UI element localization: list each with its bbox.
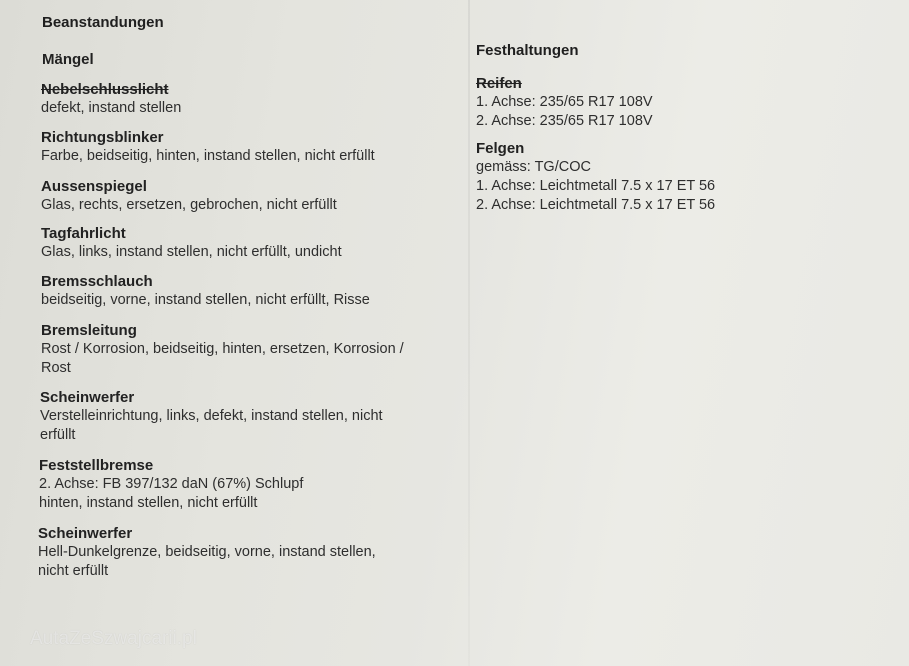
defect-line: hinten, instand stellen, nicht erfüllt <box>39 495 258 511</box>
defect-heading: Nebelschlusslicht <box>41 81 169 98</box>
maengel-section-title: Mängel <box>42 51 94 68</box>
defect-heading: Tagfahrlicht <box>41 225 126 242</box>
reifen-block <box>476 75 653 131</box>
defect-item-bremsleitung <box>41 322 471 378</box>
defect-line: erfüllt <box>40 427 76 443</box>
defect-heading: Bremsleitung <box>41 322 137 339</box>
defect-heading: Scheinwerfer <box>38 525 133 542</box>
defect-item-feststellbremse <box>39 457 469 513</box>
reifen-line: 2. Achse: 235/65 R17 108V <box>476 113 653 129</box>
defect-heading: Aussenspiegel <box>41 178 147 195</box>
defect-line: 2. Achse: FB 397/132 daN (67%) Schlupf <box>39 476 304 492</box>
defect-line: beidseitig, vorne, instand stellen, nicht erfüllt, Risse <box>41 292 370 308</box>
defect-line: Verstelleinrichtung, links, defekt, instand stellen, nicht <box>40 408 383 424</box>
defect-heading: Richtungsblinker <box>41 129 164 146</box>
defect-heading: Feststellbremse <box>39 457 154 474</box>
defect-item-bremsschlauch <box>41 273 471 310</box>
defect-item-richtungsblinker <box>41 129 471 166</box>
defect-item-aussenspiegel <box>41 178 471 215</box>
defect-item-nebelschlusslicht <box>41 81 471 118</box>
felgen-block <box>476 140 715 215</box>
defect-heading: Scheinwerfer <box>40 389 135 406</box>
defect-line: Rost <box>41 360 71 376</box>
defect-item-tagfahrlicht <box>41 225 471 262</box>
defect-line: nicht erfüllt <box>38 563 109 579</box>
defect-line: Rost / Korrosion, beidseitig, hinten, ersetzen, Korrosion / <box>41 341 404 357</box>
felgen-line: gemäss: TG/COC <box>476 159 591 175</box>
watermark: AutaZeSzwajcarii.pl <box>30 628 197 649</box>
reifen-heading: Reifen <box>476 75 522 92</box>
defect-line: Glas, rechts, ersetzen, gebrochen, nicht erfüllt <box>41 197 337 213</box>
defect-line: Hell-Dunkelgrenze, beidseitig, vorne, instand stellen, <box>38 544 376 560</box>
defect-item-scheinwerfer-verstellung <box>40 389 470 445</box>
defect-line: Glas, links, instand stellen, nicht erfüllt, undicht <box>41 244 342 260</box>
defect-line: Farbe, beidseitig, hinten, instand stellen, nicht erfüllt <box>41 148 375 164</box>
reifen-line: 1. Achse: 235/65 R17 108V <box>476 94 653 110</box>
defect-heading: Bremsschlauch <box>41 273 153 290</box>
defect-line: defekt, instand stellen <box>41 100 182 116</box>
beanstandungen-title: Beanstandungen <box>42 14 164 31</box>
felgen-line: 1. Achse: Leichtmetall 7.5 x 17 ET 56 <box>476 178 716 194</box>
felgen-line: 2. Achse: Leichtmetall 7.5 x 17 ET 56 <box>476 197 716 213</box>
felgen-heading: Felgen <box>476 140 525 157</box>
defect-item-scheinwerfer-hell-dunkel <box>38 525 468 581</box>
festhaltungen-title: Festhaltungen <box>476 42 579 59</box>
